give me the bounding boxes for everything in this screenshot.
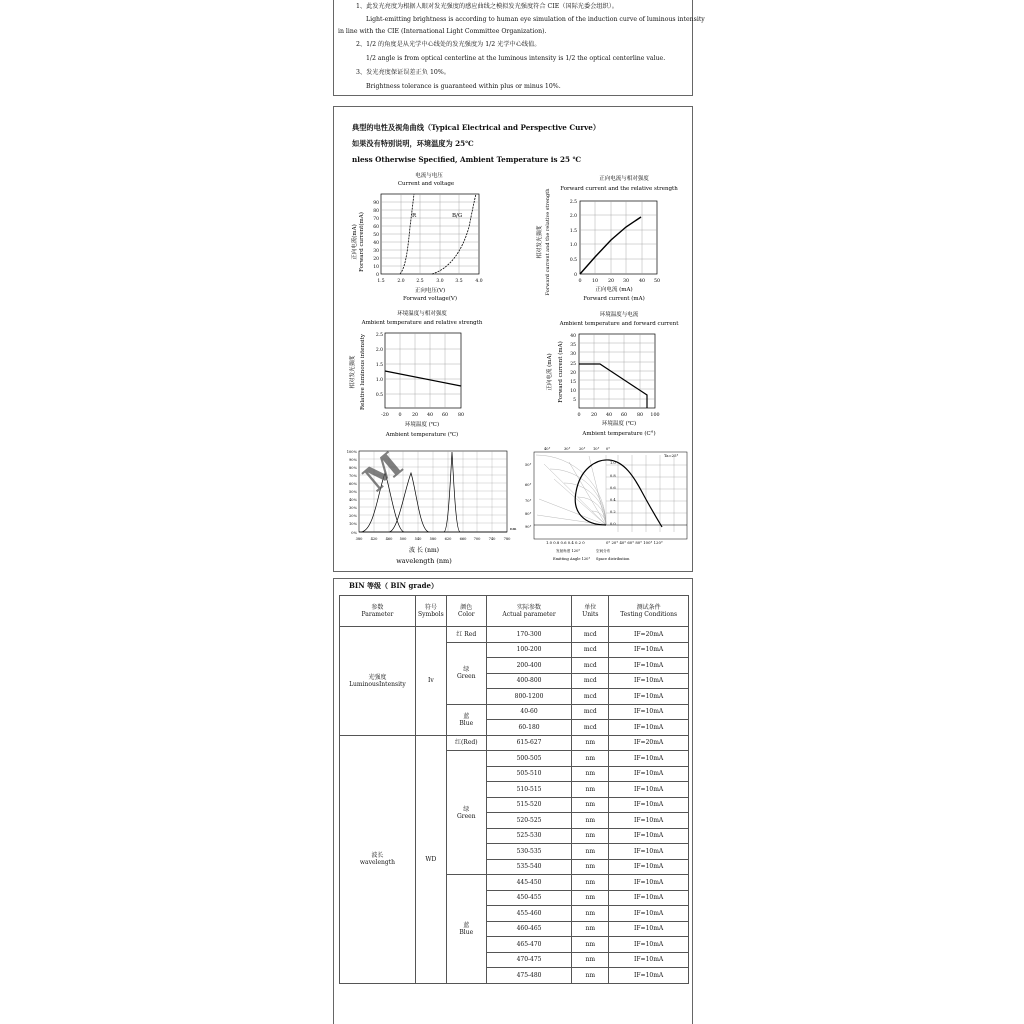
c5-xtick: 700	[473, 537, 481, 541]
c1-title-en: Current and voltage	[397, 181, 455, 187]
c5-unit: nm	[510, 526, 517, 531]
curves-svg	[334, 107, 692, 573]
c3-xtick: 80	[457, 413, 465, 418]
c6-top-angle: 40°	[544, 447, 551, 451]
c3-xtick: 60	[441, 413, 449, 418]
c2-xtick: 50	[653, 279, 661, 284]
cell-cond: IF=10mA	[609, 844, 689, 860]
c3-xtick: -20	[381, 413, 389, 418]
c4-ytick: 5	[573, 398, 576, 403]
cell-value: 510-515	[486, 782, 572, 798]
cell-value: 500-505	[486, 751, 572, 767]
c1-ytick: 80	[373, 209, 379, 214]
c4-xtick: 20	[590, 413, 598, 418]
cell-unit: nm	[572, 782, 609, 798]
c3-ytick: 2.0	[375, 348, 383, 353]
c5-ytick: 50%	[349, 490, 357, 494]
c6-radial: 0.6	[610, 486, 616, 490]
c2-xlabel-en: Forward current (mA)	[583, 296, 645, 302]
cell-unit: nm	[572, 875, 609, 891]
c2-ytick: 2.5	[569, 200, 577, 205]
cell-unit: mcd	[572, 673, 609, 689]
col-header-actual: 实际参数 Actual parameter	[486, 596, 572, 627]
cell-unit: nm	[572, 906, 609, 922]
c3-ytick: 1.5	[375, 363, 383, 368]
c4-xtick: 60	[620, 413, 628, 418]
c2-title-en: Forward current and the relative strength	[560, 186, 678, 192]
c2-xlabel-cn: 正向电流 (mA)	[595, 287, 633, 293]
c5-xtick: 740	[488, 537, 496, 541]
c4-xlabel-en: Ambient temperature (C°)	[582, 431, 656, 437]
c3-ylabel-en: Relative luminous intensity	[360, 334, 366, 410]
c6-left-angle: 80°	[525, 512, 532, 516]
table-row	[340, 627, 689, 643]
c1-xlabel-cn: 正向电压(V)	[414, 288, 446, 294]
cell-value: 100-200	[486, 642, 572, 658]
note-1-cn: 1、此发光亮度为根据人眼对发光强度的感应曲线之模拟发光强度符合 CIE（国际光委会组织）。	[356, 3, 618, 10]
c3-ytick: 1.0	[375, 378, 383, 383]
c4-title-cn: 环境温度与电流	[599, 312, 639, 318]
c4-xtick: 80	[636, 413, 644, 418]
c2-xtick: 0	[578, 279, 582, 284]
c1-label-r: R	[412, 213, 417, 219]
c5-ytick: 10%	[349, 522, 357, 526]
c1-title-cn: 电流与电压	[415, 173, 443, 179]
cell-cond: IF=10mA	[609, 859, 689, 875]
c6-cap2-en: Space distribution	[596, 557, 630, 561]
cell-cond: IF=10mA	[609, 968, 689, 984]
cell-value: 525-530	[486, 828, 572, 844]
c6-top-angle: 30°	[564, 447, 571, 451]
c4-ylabel-en: Forward current (mA)	[558, 341, 564, 403]
c4-ytick: 20	[570, 371, 576, 376]
c6-left-angle: 90°	[525, 525, 532, 529]
cell-unit: nm	[572, 844, 609, 860]
cell-unit: mcd	[572, 689, 609, 705]
param-wavelength: 波长 wavelength	[340, 735, 416, 983]
cell-unit: nm	[572, 890, 609, 906]
c3-ylabel-cn: 相对发光强度	[350, 355, 356, 389]
cell-unit: nm	[572, 952, 609, 968]
cell-value: 505-510	[486, 766, 572, 782]
cell-value: 170-300	[486, 627, 572, 643]
cell-cond: IF=10mA	[609, 689, 689, 705]
c2-xtick: 10	[591, 279, 599, 284]
param-luminous: 光强度 LuminousIntensity	[340, 627, 416, 736]
c3-xlabel-en: Ambient temperature (℃)	[385, 432, 459, 438]
cell-cond: IF=10mA	[609, 720, 689, 736]
cell-cond: IF=10mA	[609, 890, 689, 906]
cell-cond: IF=10mA	[609, 813, 689, 829]
color-green: 绿 Green	[446, 751, 486, 875]
c5-xtick: 540	[414, 537, 422, 541]
c4-xtick: 40	[605, 413, 613, 418]
cell-value: 615-627	[486, 735, 572, 751]
cell-unit: nm	[572, 797, 609, 813]
c5-ytick: 80%	[349, 466, 357, 470]
cell-cond: IF=10mA	[609, 766, 689, 782]
cell-unit: nm	[572, 751, 609, 767]
cell-unit: mcd	[572, 704, 609, 720]
c1-xtick: 2.5	[416, 279, 424, 284]
c4-ytick: 40	[570, 334, 576, 339]
cell-unit: mcd	[572, 627, 609, 643]
color-blue: 蓝 Blue	[446, 875, 486, 984]
col-header-color: 颜色 Color	[446, 596, 486, 627]
c6-radial: 0.2	[610, 510, 616, 514]
c4-ytick: 25	[570, 362, 576, 367]
c2-ytick: 1.5	[569, 229, 577, 234]
cell-unit: nm	[572, 937, 609, 953]
c1-ytick: 0	[376, 273, 379, 278]
col-header-symbols: 符号 Symbols	[415, 596, 446, 627]
c2-ylabel-en: Forward current and the relative strength	[545, 188, 551, 296]
table-header-row	[340, 596, 689, 627]
symbol-iv: Iv	[415, 627, 446, 736]
cell-value: 515-520	[486, 797, 572, 813]
c4-xlabel-cn: 环境温度 (℃)	[601, 421, 637, 427]
c6-radial: 0.4	[610, 498, 616, 502]
cell-value: 60-180	[486, 720, 572, 736]
cell-value: 40-60	[486, 704, 572, 720]
c6-top-angle: 10°	[593, 447, 600, 451]
c1-xtick: 3.5	[455, 279, 463, 284]
chart-spectrum	[347, 445, 517, 565]
col-header-conditions: 测试条件 Testing Conditions	[609, 596, 689, 627]
c1-xtick: 1.5	[377, 279, 385, 284]
cell-value: 535-540	[486, 859, 572, 875]
symbol-wd: WD	[415, 735, 446, 983]
c2-ytick: 2.0	[569, 214, 577, 219]
c5-xtick: 580	[429, 537, 437, 541]
note-1-en: Light-emitting brightness is according to human eye simulation of the induction curve of luminous intensity	[366, 16, 705, 23]
cell-unit: nm	[572, 766, 609, 782]
cell-value: 520-525	[486, 813, 572, 829]
c5-ytick: 20%	[349, 514, 357, 518]
color-green: 绿 Green	[446, 642, 486, 704]
watermark-logo: M	[356, 445, 411, 500]
c3-xlabel-cn: 环境温度 (℃)	[404, 422, 440, 428]
c6-radial: 1.0	[610, 461, 616, 465]
c6-ta: Ta=25°	[664, 453, 679, 458]
chart-current-strength	[535, 174, 678, 302]
color-red: 红 Red	[446, 627, 486, 643]
c1-ytick: 60	[373, 225, 379, 230]
c5-ytick: 60%	[349, 482, 357, 486]
curves-cond-en: nless Otherwise Specified, Ambient Temperature is 25 ℃	[352, 155, 582, 164]
c5-ytick: 30%	[349, 506, 357, 510]
c5-xtick: 500	[399, 537, 407, 541]
cell-value: 450-455	[486, 890, 572, 906]
cell-cond: IF=10mA	[609, 828, 689, 844]
c1-ylabel-cn: 正向电流(mA)	[352, 224, 358, 260]
cell-value: 475-480	[486, 968, 572, 984]
bin-title: BIN 等级（ BIN grade）	[349, 581, 438, 590]
cell-unit: nm	[572, 735, 609, 751]
cell-cond: IF=10mA	[609, 751, 689, 767]
c5-xtick: 660	[459, 537, 467, 541]
cell-value: 465-470	[486, 937, 572, 953]
c1-xtick: 4.0	[475, 279, 483, 284]
c5-ytick: 100%	[346, 450, 357, 454]
cell-unit: nm	[572, 813, 609, 829]
note-3-en: Brightness tolerance is guaranteed within plus or minus 10%.	[366, 83, 561, 90]
c2-xtick: 20	[607, 279, 615, 284]
col-header-units: 单位 Units	[572, 596, 609, 627]
cell-cond: IF=20mA	[609, 627, 689, 643]
cell-cond: IF=10mA	[609, 642, 689, 658]
cell-cond: IF=10mA	[609, 782, 689, 798]
c1-xtick: 2.0	[397, 279, 405, 284]
c4-title-en: Ambient temperature and forward current	[559, 321, 679, 327]
c3-xtick: 0	[398, 413, 402, 418]
c5-ytick: 90%	[349, 458, 357, 462]
note-1-en-2: in line with the CIE (International Light Committee Organization).	[338, 28, 547, 35]
cell-unit: nm	[572, 859, 609, 875]
c1-ytick: 20	[373, 257, 379, 262]
c6-left-angle: 60°	[525, 483, 532, 487]
c2-ytick: 0	[574, 273, 577, 278]
c2-title-cn: 正向电流与相对强度	[599, 176, 649, 182]
cell-cond: IF=10mA	[609, 704, 689, 720]
c4-ytick: 35	[570, 343, 576, 348]
cell-unit: mcd	[572, 720, 609, 736]
cell-value: 800-1200	[486, 689, 572, 705]
curves-title: 典型的电性及视角曲线（Typical Electrical and Perspective Curve）	[352, 123, 601, 132]
c5-xtick: 380	[355, 537, 363, 541]
cell-unit: mcd	[572, 642, 609, 658]
c3-xtick: 40	[426, 413, 434, 418]
color-red: 红(Red)	[446, 735, 486, 751]
cell-cond: IF=10mA	[609, 952, 689, 968]
cell-cond: IF=10mA	[609, 906, 689, 922]
c5-xtick: 620	[444, 537, 452, 541]
c1-ylabel-en: Forward current(mA)	[359, 212, 365, 272]
c1-ytick: 70	[373, 217, 379, 222]
chart-polar	[525, 447, 687, 561]
c6-left-angle: 70°	[525, 499, 532, 503]
color-blue: 蓝 Blue	[446, 704, 486, 735]
notes-panel	[333, 0, 705, 96]
table-row	[340, 735, 689, 751]
curves-cond-cn: 如果没有特别说明，环境温度为 25℃	[352, 139, 474, 148]
note-2-cn: 2、1/2 的角度是从光学中心线处的发光强度为 1/2 光学中心线值。	[356, 41, 541, 48]
c2-ytick: 0.5	[569, 258, 577, 263]
c3-title-cn: 环境温度与相对强度	[397, 311, 447, 317]
chart-current-voltage	[350, 171, 483, 302]
bin-table	[339, 595, 689, 984]
c3-title-en: Ambient temperature and relative strength	[361, 320, 483, 326]
cell-value: 460-465	[486, 921, 572, 937]
col-header-parameter: 参数 Parameter	[340, 596, 416, 627]
cell-cond: IF=10mA	[609, 937, 689, 953]
c4-xtick: 100	[650, 413, 660, 418]
c1-ytick: 50	[373, 233, 379, 238]
c6-cap2-cn: 空间分布	[596, 549, 611, 553]
cell-value: 400-800	[486, 673, 572, 689]
c4-ylabel-cn: 正向电流 (mA)	[547, 353, 553, 391]
c3-xtick: 20	[411, 413, 419, 418]
c6-radial: 0.8	[610, 474, 616, 478]
cell-cond: IF=10mA	[609, 921, 689, 937]
cell-cond: IF=10mA	[609, 658, 689, 674]
c6-bottom-right: 0° 20° 40° 60° 80° 100° 120°	[606, 540, 663, 545]
cell-value: 200-400	[486, 658, 572, 674]
cell-cond: IF=10mA	[609, 673, 689, 689]
chart-temp-current	[545, 310, 679, 437]
c4-ytick: 30	[570, 352, 576, 357]
c1-xtick: 3.0	[436, 279, 444, 284]
c5-ytick: 70%	[349, 474, 357, 478]
c5-ytick: 0%	[351, 531, 357, 535]
cell-unit: nm	[572, 828, 609, 844]
c3-ytick: 2.5	[375, 333, 383, 338]
c6-cap1-cn: 发射角度 120°	[556, 549, 581, 553]
curves-panel	[333, 106, 693, 572]
note-3-cn: 3、发光亮度保证误差正负 10%。	[356, 69, 450, 76]
c1-label-bg: B/G	[452, 213, 463, 219]
c2-xtick: 30	[622, 279, 630, 284]
c5-xtick: 420	[370, 537, 378, 541]
cell-cond: IF=20mA	[609, 735, 689, 751]
c1-ytick: 10	[373, 265, 379, 270]
note-2-en: 1/2 angle is from optical centerline at the luminous intensity is 1/2 the optical centerline value.	[366, 55, 666, 62]
c5-xtick: 460	[385, 537, 393, 541]
c2-xtick: 40	[638, 279, 646, 284]
c4-xtick: 0	[577, 413, 581, 418]
c1-ytick: 30	[373, 249, 379, 254]
c6-left-angle: 50°	[525, 463, 532, 467]
cell-value: 470-475	[486, 952, 572, 968]
cell-unit: nm	[572, 921, 609, 937]
c6-bottom-left: 1.0 0.8 0.6 0.4 0.2 0	[546, 540, 585, 545]
c1-xlabel-en: Forward voltage(V)	[402, 296, 458, 302]
cell-unit: nm	[572, 968, 609, 984]
c4-ytick: 10	[570, 389, 576, 394]
c1-ytick: 90	[373, 201, 379, 206]
cell-value: 455-460	[486, 906, 572, 922]
bin-panel	[333, 578, 693, 1024]
c6-top-angle: 20°	[579, 447, 586, 451]
c5-xtick: 780	[503, 537, 511, 541]
cell-value: 445-450	[486, 875, 572, 891]
c6-cap1-en: Emitting Angle 120°	[553, 557, 591, 561]
c5-xlabel-cn: 波 长 (nm)	[408, 547, 440, 554]
cell-cond: IF=10mA	[609, 875, 689, 891]
cell-value: 530-535	[486, 844, 572, 860]
c4-ytick: 15	[570, 380, 576, 385]
cell-unit: mcd	[572, 658, 609, 674]
cell-cond: IF=10mA	[609, 797, 689, 813]
c1-ytick: 40	[373, 241, 379, 246]
c6-radial: 0.0	[610, 522, 616, 526]
c2-ylabel-cn: 相对发光强度	[537, 225, 543, 259]
c2-ytick: 1.0	[569, 243, 577, 248]
chart-temp-strength	[348, 309, 483, 438]
c5-xlabel-en: wavelength (nm)	[396, 557, 452, 565]
c3-ytick: 0.5	[375, 393, 383, 398]
c6-top-angle: 0°	[606, 447, 611, 451]
c5-ytick: 40%	[349, 498, 357, 502]
